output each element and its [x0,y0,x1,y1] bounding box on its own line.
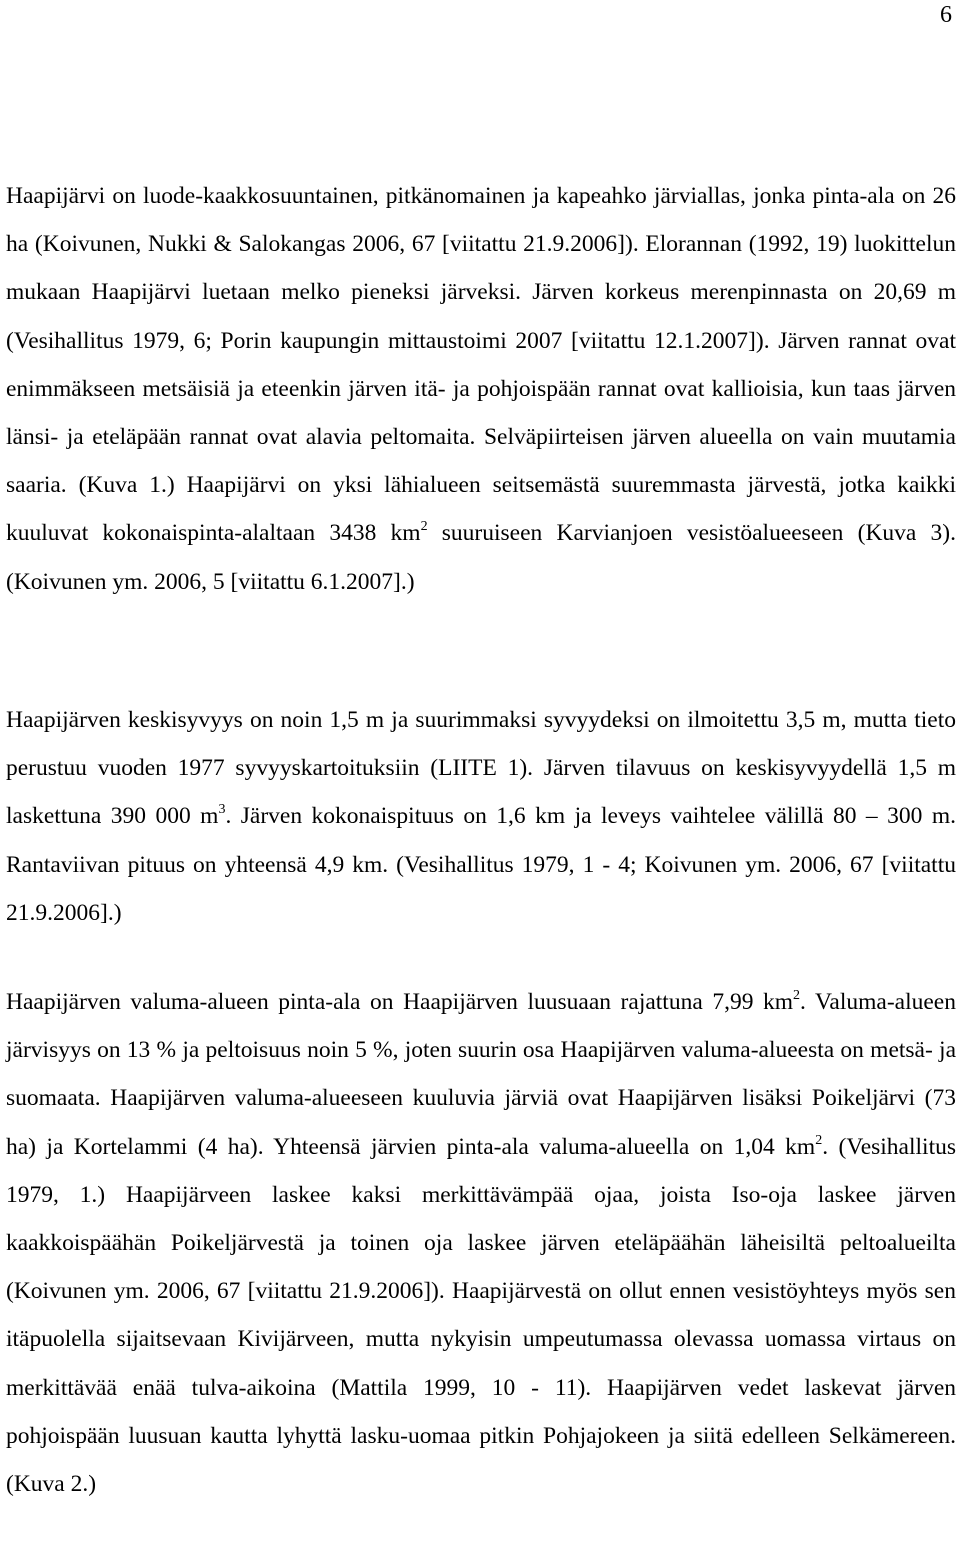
paragraph-text: Haapijärven valuma-alueen pinta-ala on Haapijärven luusuaan rajattuna 7,99 km [6,989,794,1015]
paragraph-lake-description [6,172,956,606]
paragraph-text: suuruiseen Karvianjoen vesistöalueeseen (Kuva 3). (Koivunen ym. 2006, 5 [viitattu 6.1.2007].) [6,520,957,595]
superscript: 2 [793,988,801,1003]
paragraph-text: . Valuma-alueen järvisyys on 13 % ja peltoisuus noin 5 %, joten suurin osa Haapijärven valuma-alueesta on metsä- ja suomaata. Haapijärven valuma-alueeseen kuuluvia järviä ovat Haapijärven lisäksi Poikeljärvi (73 ha) ja Kortelammi (4 ha). Yhteensä järvien pinta-ala valuma-alueella on 1,04 km [6,989,956,1160]
superscript: 3 [218,802,226,818]
paragraph-text: Haapijärven keskisyvyys on noin 1,5 m ja suurimmaksi syvyydeksi on ilmoitettu 3,5 m, mutta tieto perustuu vuoden 1977 syvyyskartoituksiin (LIITE 1). Järven tilavuus on keskisyvyydellä 1,5 m laskettuna 390 000 m [6,707,956,830]
paragraph-text: . Järven kokonaispituus on 1,6 km ja leveys vaihtelee välillä 80 – 300 m. Rantaviivan pituus on yhteensä 4,9 km. (Vesihallitus 1979, 1 - 4; Koivunen ym. 2006, 67 [viitattu 21.9.2006].) [6,803,956,926]
paragraph-text: . (Vesihallitus 1979, 1.) Haapijärveen laskee kaksi merkittävämpää ojaa, joista Iso-oja laskee järven kaakkoispäähän Poikeljärvestä ja toinen oja laskee järven eteläpäähän läheisiltä peltoalueilta (Koivunen ym. 2006, 67 [viitattu 21.9.2006]). Haapijärvestä on ollut ennen vesistöyhteys myös sen itäpuolella sijaitsevaan Kivijärveen, mutta nykyisin umpeutumassa olevassa uomassa virtaus on merkittävää enää tulva-aikoina (Mattila 1999, 10 - 11). Haapijärven vedet laskevat järven pohjoispään luusuan kautta lyhyttä lasku-uomaa pitkin Pohjajokeen ja siitä edelleen Selkämereen. (Kuva 2.) [6,1133,956,1498]
superscript: 2 [815,1132,823,1148]
paragraph-text: Haapijärvi on luode-kaakkosuuntainen, pitkänomainen ja kapeahko järviallas, jonka pinta-ala on 26 ha (Koivunen, Nukki & Salokangas 2006, 67 [viitattu 21.9.2006]). Elorannan (1992, 19) luokittelun mukaan Haapijärvi luetaan melko pieneksi järveksi. Järven korkeus merenpinnasta on 20,69 m (Vesihallitus 1979, 6; Porin kaupungin mittaustoimi 2007 [viitattu 12.1.2007]). Järven rannat ovat enimmäkseen metsäisiä ja eteenkin järven itä- ja pohjoispään rannat ovat kallioisia, kun taas järven länsi- ja eteläpään rannat ovat alavia peltomaita. Selväpiirteisen järven alueella on vain muutamia saaria. (Kuva 1.) Haapijärvi on yksi lähialueen seitsemästä suuremmasta järvestä, jotka kaikki kuuluvat kokonaispinta-alaltaan 3438 km [6,183,956,547]
paragraph-catchment-area [6,978,956,1508]
paragraph-lake-depth [6,696,956,937]
page-number: 6 [940,2,952,28]
superscript: 2 [420,519,428,535]
